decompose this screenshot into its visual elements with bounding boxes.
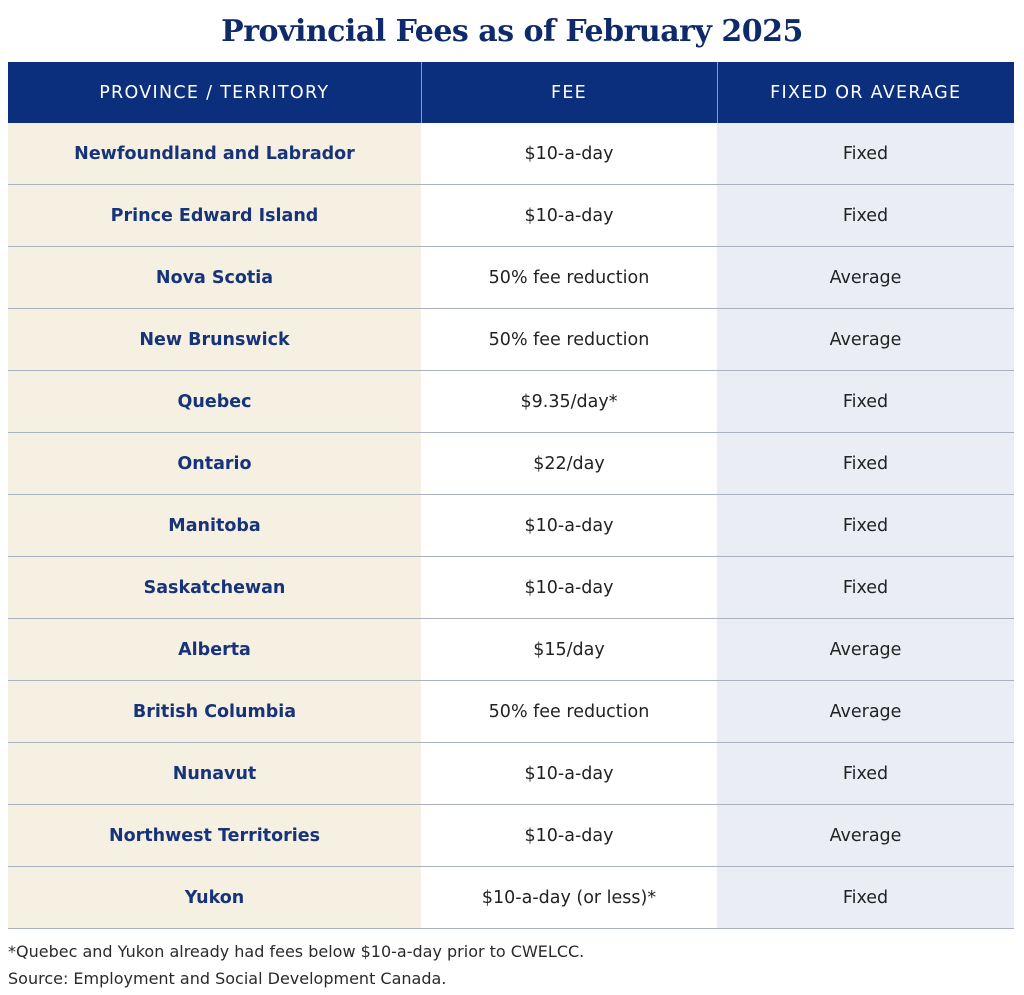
fees-table [8, 62, 1014, 929]
province-cell: Nunavut [8, 743, 421, 805]
province-cell: Manitoba [8, 495, 421, 557]
table-row [8, 309, 1014, 371]
province-cell: Yukon [8, 867, 421, 929]
column-header-fee: FEE [421, 62, 717, 123]
type-cell: Fixed [717, 123, 1014, 185]
column-header-province: PROVINCE / TERRITORY [8, 62, 421, 123]
province-cell: Alberta [8, 619, 421, 681]
province-cell: Nova Scotia [8, 247, 421, 309]
type-cell: Average [717, 619, 1014, 681]
province-cell: Newfoundland and Labrador [8, 123, 421, 185]
table-row [8, 867, 1014, 929]
table-row [8, 123, 1014, 185]
fee-cell: 50% fee reduction [421, 247, 717, 309]
fee-cell: $10-a-day [421, 123, 717, 185]
province-cell: New Brunswick [8, 309, 421, 371]
province-cell: British Columbia [8, 681, 421, 743]
table-header-row [8, 62, 1014, 123]
fee-cell: $10-a-day (or less)* [421, 867, 717, 929]
province-cell: Quebec [8, 371, 421, 433]
table-row [8, 743, 1014, 805]
table-row [8, 371, 1014, 433]
fee-cell: $10-a-day [421, 743, 717, 805]
footnote-block [8, 938, 584, 992]
type-cell: Fixed [717, 495, 1014, 557]
fee-cell: 50% fee reduction [421, 309, 717, 371]
type-cell: Average [717, 309, 1014, 371]
source-text: Source: Employment and Social Development Canada. [8, 969, 447, 988]
type-cell: Fixed [717, 743, 1014, 805]
table-row [8, 495, 1014, 557]
fee-cell: $10-a-day [421, 185, 717, 247]
fee-cell: $22/day [421, 433, 717, 495]
fee-cell: $9.35/day* [421, 371, 717, 433]
province-cell: Saskatchewan [8, 557, 421, 619]
type-cell: Average [717, 681, 1014, 743]
fee-cell: $10-a-day [421, 495, 717, 557]
fee-cell: $15/day [421, 619, 717, 681]
type-cell: Average [717, 247, 1014, 309]
footnote-text: *Quebec and Yukon already had fees below $10-a-day prior to CWELCC. [8, 942, 585, 961]
table-row [8, 619, 1014, 681]
type-cell: Fixed [717, 557, 1014, 619]
fee-cell: 50% fee reduction [421, 681, 717, 743]
table-row [8, 557, 1014, 619]
table-row [8, 681, 1014, 743]
page-title: Provincial Fees as of February 2025 [221, 14, 803, 49]
table-row [8, 433, 1014, 495]
type-cell: Fixed [717, 185, 1014, 247]
fee-cell: $10-a-day [421, 557, 717, 619]
type-cell: Fixed [717, 371, 1014, 433]
type-cell: Fixed [717, 867, 1014, 929]
fee-cell: $10-a-day [421, 805, 717, 867]
province-cell: Ontario [8, 433, 421, 495]
table-row [8, 185, 1014, 247]
column-header-type: FIXED OR AVERAGE [717, 62, 1014, 123]
type-cell: Fixed [717, 433, 1014, 495]
province-cell: Prince Edward Island [8, 185, 421, 247]
table-row [8, 247, 1014, 309]
table-row [8, 805, 1014, 867]
province-cell: Northwest Territories [8, 805, 421, 867]
type-cell: Average [717, 805, 1014, 867]
